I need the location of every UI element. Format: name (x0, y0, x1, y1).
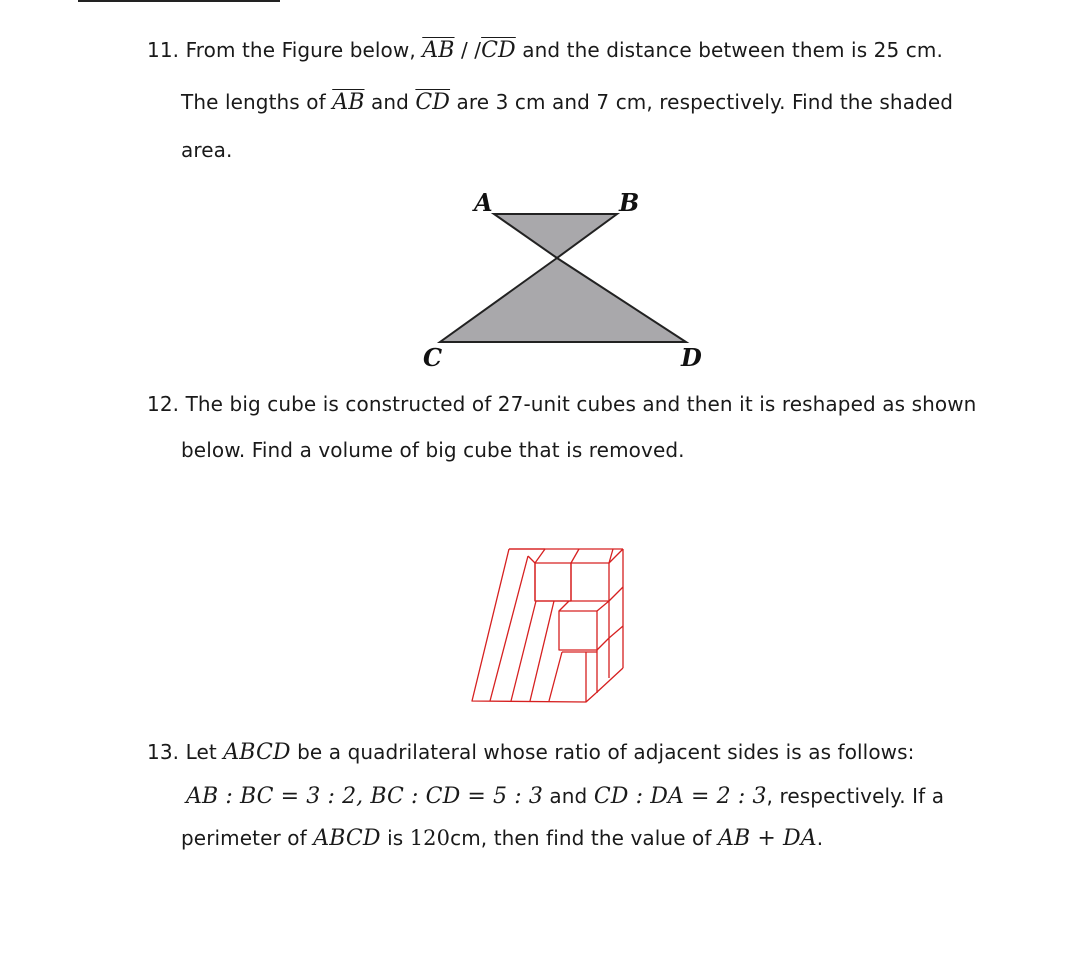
q12-number: 12. (147, 392, 180, 416)
q13-text: Let (185, 740, 217, 764)
q13-text-4: , respectively. If a (766, 784, 945, 808)
parallel-symbol: / / (454, 38, 482, 62)
segment-ab: $\overline{AB}$ (422, 38, 455, 63)
label-a: A (474, 188, 493, 217)
q11-text-3: The lengths of (181, 90, 326, 114)
ratio-cd-da: CD : DA = 2 : 3 (593, 784, 767, 809)
q11-text: From the Figure below, (185, 38, 416, 62)
q13-line1 (147, 740, 915, 765)
q13-period: . (816, 826, 824, 850)
q13-number: 13. (147, 740, 180, 764)
label-b: B (619, 188, 640, 217)
perimeter-value: 120 (409, 826, 451, 850)
q11-number: 11. (147, 38, 180, 62)
q11-text-2: and the distance between them is 25 cm. (522, 38, 943, 62)
q13-text-6: is (387, 826, 404, 850)
q12-line2: below. Find a volume of big cube that is removed. (181, 438, 685, 462)
segment-ab-2: $\overline{AB}$ (332, 90, 365, 115)
label-d: D (681, 343, 702, 372)
q13-line3 (181, 826, 823, 851)
q11-line3: area. (181, 138, 233, 162)
segment-cd-2: $\overline{CD}$ (415, 90, 451, 115)
q13-line2 (186, 784, 944, 809)
segment-cd: $\overline{CD}$ (481, 38, 516, 63)
q13-text-3: and (549, 784, 588, 808)
q11-text-5: are 3 cm and 7 cm, respectively. Find the shaded (456, 90, 954, 114)
ratio-ab-bc-cd: AB : BC = 3 : 2, BC : CD = 5 : 3 (186, 784, 543, 809)
quad-abcd: ABCD (223, 740, 291, 765)
q13-text-5: perimeter of (181, 826, 307, 850)
q11-text-4: and (370, 90, 409, 114)
q12-text: The big cube is constructed of 27-unit cubes and then it is reshaped as shown (185, 392, 977, 416)
q13-text-7: cm, then find the value of (450, 826, 712, 850)
quad-abcd-2: ABCD (313, 826, 381, 851)
expression-ab-plus-da: AB + DA (718, 826, 817, 851)
q13-text-2: be a quadrilateral whose ratio of adjacent sides is as follows: (297, 740, 915, 764)
label-c: C (423, 343, 443, 372)
